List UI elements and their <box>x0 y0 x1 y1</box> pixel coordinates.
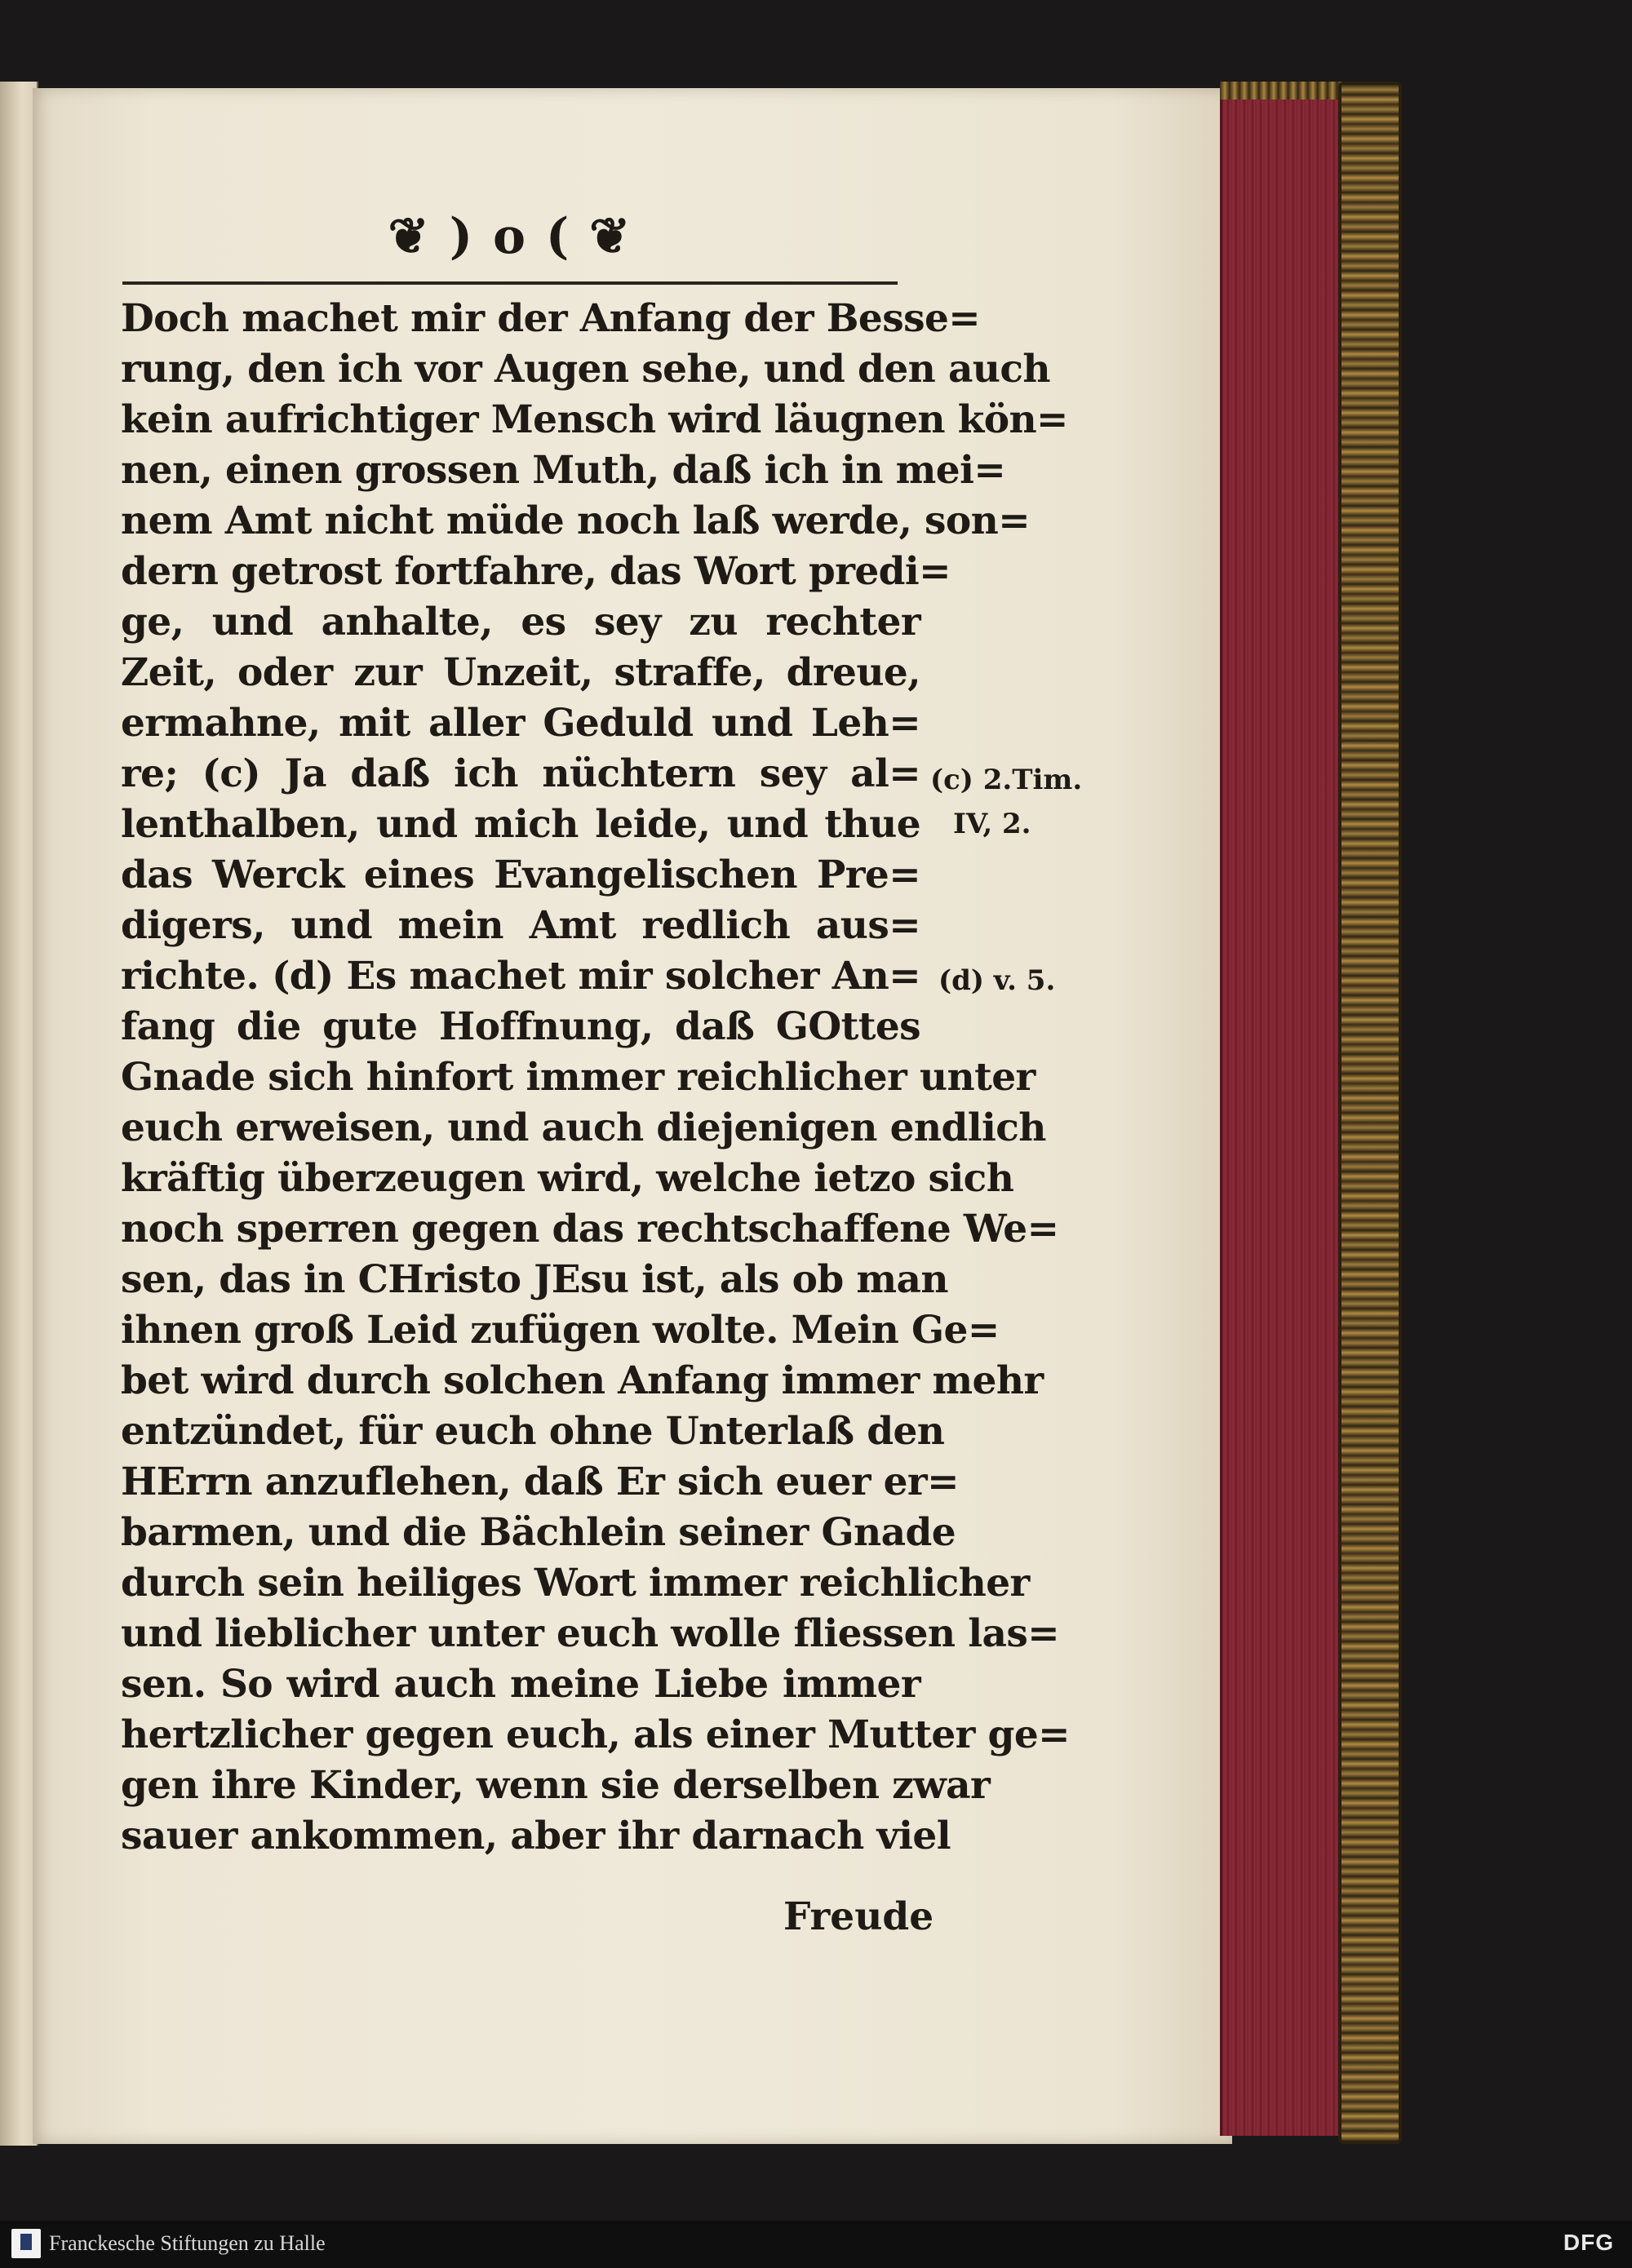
dfg-logo: DFG <box>1563 2230 1614 2255</box>
text-line: entzündet, für euch ohne Unterlaß den <box>121 1409 945 1454</box>
gilt-binding-border <box>1338 82 1402 2144</box>
text-line: lenthalben, und mich leide, und thue <box>121 802 920 847</box>
page-header-ornament: ❦ ) o ( ❦ <box>388 208 632 265</box>
text-line: Zeit, oder zur Unzeit, straffe, dreue, <box>121 650 920 695</box>
margin-note-c: (c) 2.Tim. <box>930 764 1083 796</box>
text-line: nen, einen grossen Muth, daß ich in mei= <box>121 448 1006 493</box>
text-line: Gnade sich hinfort immer reichlicher unter <box>121 1055 1036 1100</box>
text-line: sauer ankommen, aber ihr darnach viel <box>121 1814 951 1858</box>
catchword: Freude <box>783 1894 934 1939</box>
text-line: barmen, und die Bächlein seiner Gnade <box>121 1510 956 1555</box>
text-line: ge, und anhalte, es sey zu rechter <box>121 600 920 645</box>
text-line: bet wird durch solchen Anfang immer mehr <box>121 1358 1044 1403</box>
text-line: nem Amt nicht müde noch laß werde, son= <box>121 498 1030 543</box>
header-rule <box>122 281 898 285</box>
text-line: Doch machet mir der Anfang der Besse= <box>121 296 981 341</box>
text-line: das Werck eines Evangelischen Pre= <box>121 853 920 897</box>
text-line: fang die gute Hoffnung, daß GOttes <box>121 1004 920 1049</box>
text-line: ermahne, mit aller Geduld und Leh= <box>121 701 920 746</box>
text-line: sen. So wird auch meine Liebe immer <box>121 1662 920 1707</box>
text-line: kräftig überzeugen wird, welche ietzo sich <box>121 1156 1014 1201</box>
text-line: durch sein heiliges Wort immer reichlicher <box>121 1561 1030 1606</box>
text-line: ihnen groß Leid zufügen wolte. Mein Ge= <box>121 1308 1000 1353</box>
margin-note-c-ref: IV, 2. <box>953 808 1031 840</box>
institution-name: Franckesche Stiftungen zu Halle <box>49 2231 326 2255</box>
text-line: hertzlicher gegen euch, als einer Mutter ge= <box>121 1712 1070 1757</box>
text-line: euch erweisen, und auch diejenigen endlich <box>121 1105 1046 1150</box>
text-line: kein aufrichtiger Mensch wird läugnen kön= <box>121 397 1068 442</box>
text-line: sen, das in CHristo JEsu ist, als ob man <box>121 1257 948 1302</box>
text-line: richte. (d) Es machet mir solcher An= <box>121 954 920 999</box>
text-line: re; (c) Ja daß ich nüchtern sey al= <box>121 751 920 796</box>
red-page-edges <box>1220 96 1345 2136</box>
text-line: HErrn anzuflehen, daß Er sich euer er= <box>121 1460 959 1504</box>
text-line: gen ihre Kinder, wenn sie derselben zwar <box>121 1763 991 1808</box>
text-line: und lieblicher unter euch wolle fliessen las= <box>121 1611 1059 1656</box>
institution-logo-icon <box>11 2229 41 2258</box>
footer-bar <box>0 2221 1632 2268</box>
text-line: digers, und mein Amt redlich aus= <box>121 903 920 948</box>
text-line: dern getrost fortfahre, das Wort predi= <box>121 549 951 594</box>
text-line: noch sperren gegen das rechtschaffene We= <box>121 1207 1059 1251</box>
text-line: rung, den ich vor Augen sehe, und den auch <box>121 347 1050 392</box>
margin-note-d: (d) v. 5. <box>938 964 1056 997</box>
